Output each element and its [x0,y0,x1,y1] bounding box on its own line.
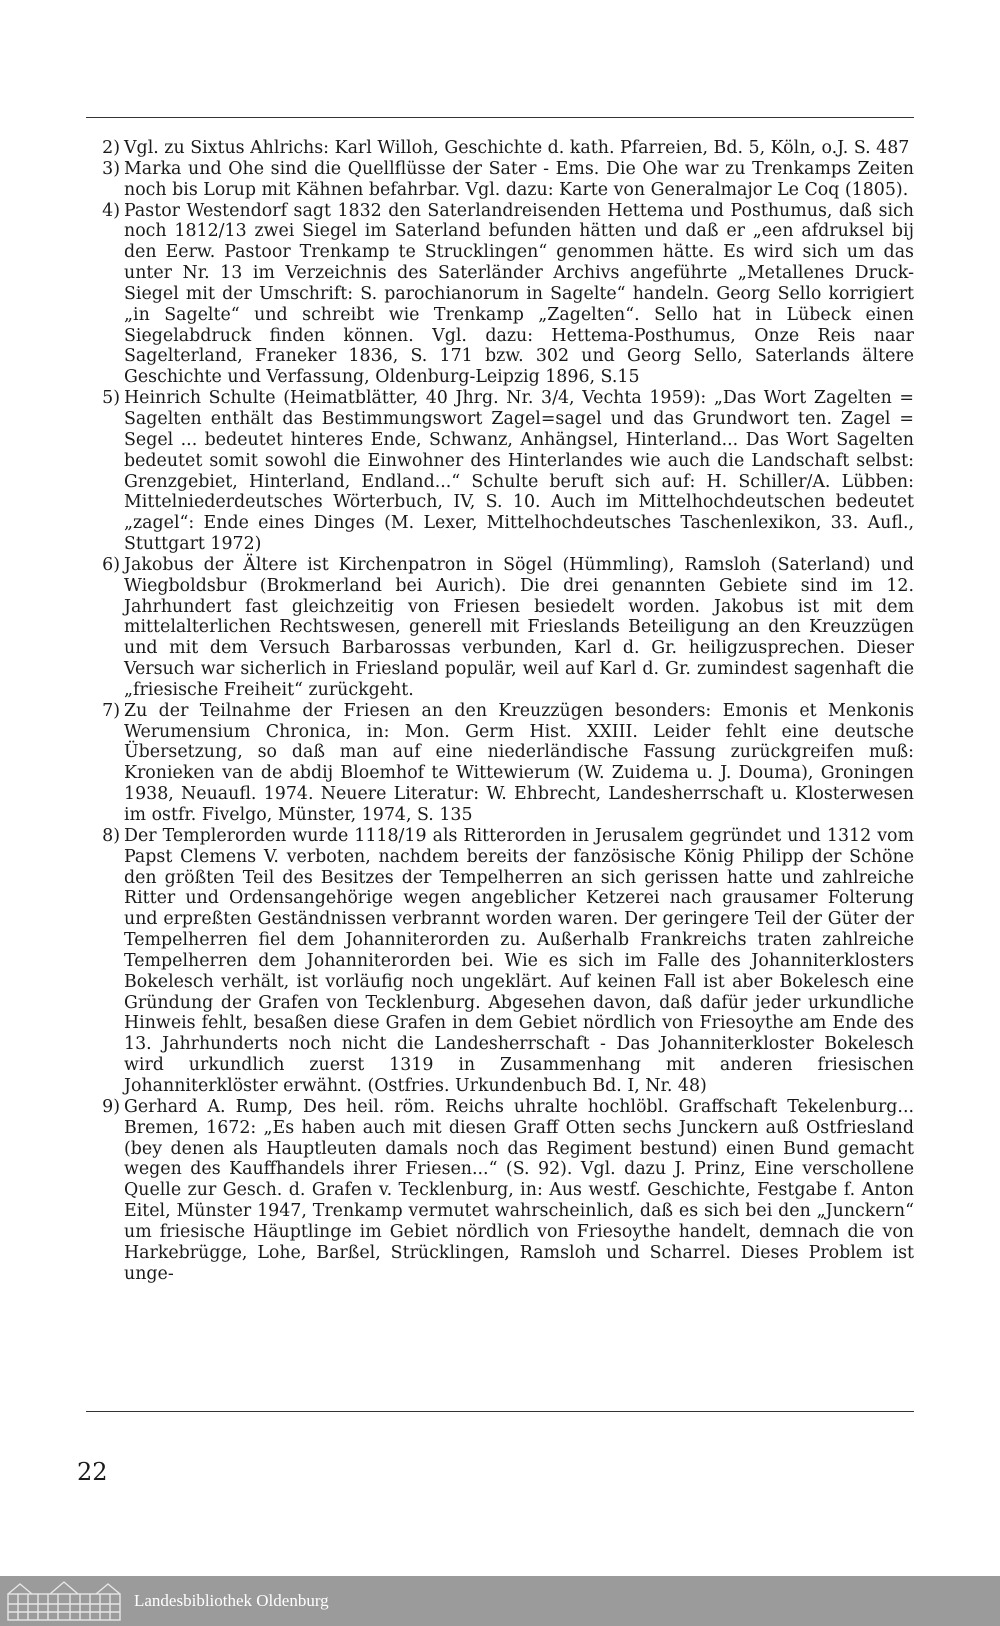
bottom-rule [86,1411,914,1412]
footnote-4 [92,201,914,389]
footnote-5 [92,388,914,555]
footnote-number: 5) [102,388,120,409]
footnote-text: Heinrich Schulte (Heimatblätter, 40 Jhrg. Nr. 3/4, Vechta 1959): „Das Wort Zagelten = Sagelten enthält das Bestimmungswort Zagel=sagel und das Grundwort ten. Zagel = Segel ... bedeutet hinteres Ende, Schwanz, Anhängsel, Hinterland... Das Wort Sagelten bedeutet somit sowohl die Einwohner des Hinterlandes wie auch die Landschaft selbst: Grenzgebiet, Hinterland, Endland...“ Schulte beruft sich auf: H. Schiller/A. Lübben: Mittelniederdeutsches Wörterbuch, IV, S. 10. Auch im Mittelhochdeutschen bedeutet „zagel“: Ende eines Dinges (M. Lexer, Mittelhochdeutsches Taschenlexikon, 33. Aufl., Stuttgart 1972) [124,388,914,555]
page-number: 22 [77,1458,108,1486]
footnote-number: 3) [102,158,120,179]
footnote-text: Zu der Teilnahme der Friesen an den Kreuzzügen besonders: Emonis et Menkonis Werumensium Chronica, in: Mon. Germ Hist. XXIII. Leider fehlt eine deutsche Übersetzung, so daß man auf eine niederländische Fassung zurückgreifen muß: Kronieken van de abdij Bloemhof te Wittewierum (W. Zuidema u. J. Douma), Groningen 1938, Neuaufl. 1974. Neuere Literatur: W. Ehbrecht, Landesherrschaft u. Klosterwesen im ostfr. Fivelgo, Münster, 1974, S. 135 [124,700,914,825]
footnote-9 [92,1097,914,1285]
footnote-3 [92,159,914,201]
footnote-number: 8) [102,825,120,846]
library-footer-bar [0,1576,1000,1626]
library-building-logo [6,1580,122,1622]
footnote-text: Jakobus der Ältere ist Kirchenpatron in Sögel (Hümmling), Ramsloh (Saterland) und Wiegboldsbur (Brokmerland bei Aurich). Die drei genannten Gebiete sind im 12. Jahrhundert fast gleichzeitig von Friesen besiedelt worden. Jakobus ist mit dem mittelalterlichen Rechtswesen, generell mit Frieslands Beteiligung an den Kreuzzügen und mit dem Versuch Barbarossas verbunden, Karl d. Gr. heiligzusprechen. Dieser Versuch war sicherlich in Friesland populär, weil auf Karl d. Gr. zumindest sagenhaft die „friesische Freiheit“ zurückgeht. [124,554,914,700]
library-name: Landesbibliothek Oldenburg [134,1591,329,1610]
footnote-7 [92,701,914,826]
footnote-text: Der Templerorden wurde 1118/19 als Ritterorden in Jerusalem gegründet und 1312 vom Papst Clemens V. verboten, nachdem bereits der fanzösische König Philipp der Schöne den größten Teil des Besitzes der Tempelherren an sich gerissen hatte und zahlreiche Ritter und Ordensangehörige wegen angeblicher Ketzerei nach grausamer Folterung und erpreßten Geständnissen verbrannt worden waren. Der geringere Teil der Güter der Tempelherren fiel dem Johanniterorden zu. Außerhalb Frankreichs traten zahlreiche Tempelherren dem Johanniterorden bei. Wie es sich im Falle des Johanniterklosters Bokelesch verhält, ist vorläufig noch ungeklärt. Auf keinen Fall ist aber Bokelesch eine Gründung der Grafen von Tecklenburg. Abgesehen davon, daß dafür jeder urkundliche Hinweis fehlt, besaßen diese Grafen in dem Gebiet nördlich von Friesoythe am Ende des 13. Jahrhunderts noch nicht die Landesherrschaft - Das Johanniterkloster Bokelesch wird urkundlich zuerst 1319 in Zusammenhang mit anderen friesischen Johanniterklöster erwähnt. (Ostfries. Urkundenbuch Bd. I, Nr. 48) [124,825,914,1096]
footnote-2 [92,138,914,159]
footnote-number: 9) [102,1096,120,1117]
footnote-number: 6) [102,554,120,575]
footnote-number: 2) [102,138,120,158]
footnote-text: Gerhard A. Rump, Des heil. röm. Reichs uhralte hochlöbl. Graffschaft Tekelenburg... Bremen, 1672: „Es haben auch mit diesen Graff Otten sechs Junckern auß Ostfriesland (bey denen als Hauptleuten damals noch das Regiment bestund) einen Bund gemacht wegen des Kauffhandels ihrer Friesen...“ (S. 92). Vgl. dazu J. Prinz, Eine verschollene Quelle zur Gesch. d. Grafen v. Tecklenburg, in: Aus westf. Geschichte, Festgabe f. Anton Eitel, Münster 1947, Trenkamp vermutet wahrscheinlich, daß es sich bei den „Junckern“ um friesische Häuptlinge im Gebiet nördlich von Friesoythe handelt, demnach die von Harkebrügge, Lohe, Barßel, Strücklingen, Ramsloh und Scharrel. Dieses Problem ist unge- [124,1096,914,1284]
footnote-6 [92,555,914,701]
footnotes-block [92,138,914,1284]
footnote-number: 4) [102,200,120,221]
footnote-text: Marka und Ohe sind die Quellflüsse der Sater - Ems. Die Ohe war zu Trenkamps Zeiten noch bis Lorup mit Kähnen befahrbar. Vgl. dazu: Karte von Generalmajor Le Coq (1805). [124,158,914,200]
top-rule [86,117,914,118]
footnote-text: Pastor Westendorf sagt 1832 den Saterlandreisenden Hettema und Posthumus, daß sich noch 1812/13 zwei Siegel im Saterland befunden hätten und daß er „een afdruksel bij den Eerw. Pastoor Trenkamp te Strucklingen“ genommen hätte. Es wird sich um das unter Nr. 13 im Verzeichnis des Saterländer Archivs angeführte „Metallenes Druck-Siegel mit der Umschrift: S. parochianorum in Sagelte“ handeln. Georg Sello korrigiert „in Sagelte“ und schreibt wie Trenkamp „Zagelten“. Sello hat in Lübeck einen Siegelabdruck finden können. Vgl. dazu: Hettema-Posthumus, Onze Reis naar Sagelterland, Franeker 1836, S. 171 bzw. 302 und Georg Sello, Saterlands ältere Geschichte und Verfassung, Oldenburg-Leipzig 1896, S.15 [124,200,914,388]
footnote-text: Vgl. zu Sixtus Ahlrichs: Karl Willoh, Geschichte d. kath. Pfarreien, Bd. 5, Köln, o.J. S. 487 [124,138,910,158]
footnote-8 [92,826,914,1097]
footnote-number: 7) [102,700,120,721]
